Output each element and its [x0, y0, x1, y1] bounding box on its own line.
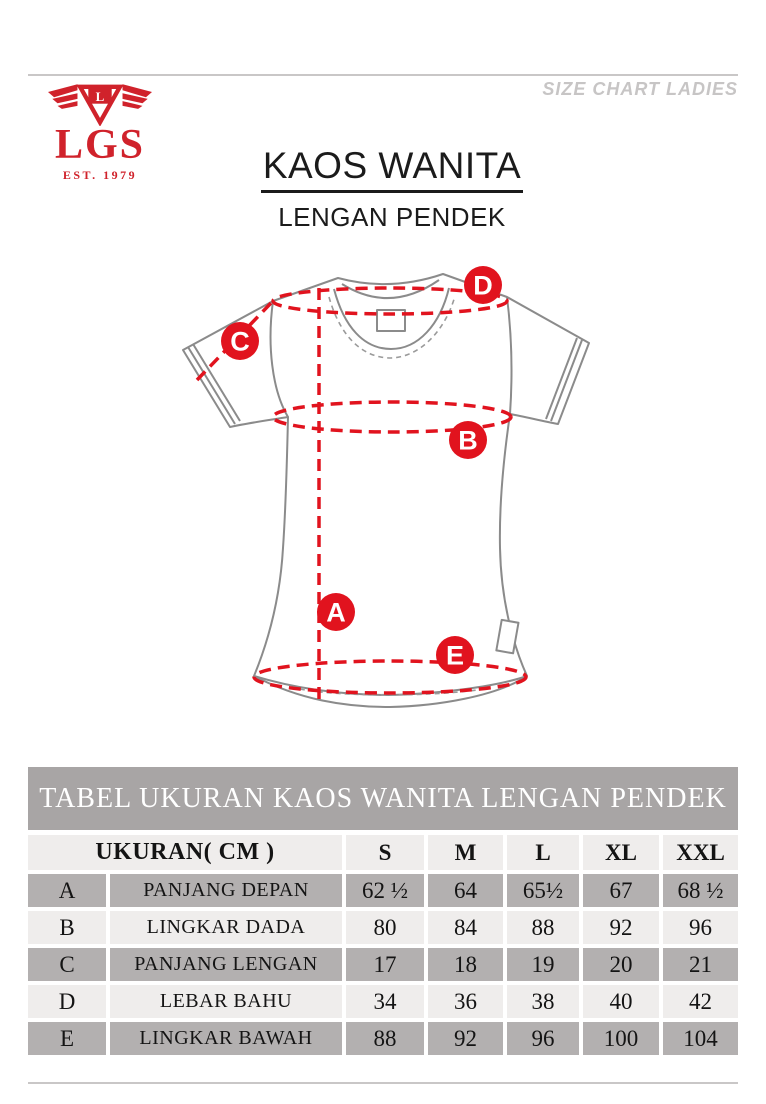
row-measurement-name: PANJANG LENGAN — [110, 948, 342, 981]
row-measurement-name: LEBAR BAHU — [110, 985, 342, 1018]
row-value: 88 — [346, 1022, 424, 1055]
row-letter: C — [28, 948, 106, 981]
page-title: KAOS WANITA — [261, 146, 523, 193]
row-letter: D — [28, 985, 106, 1018]
row-letter: E — [28, 1022, 106, 1055]
label-C — [221, 322, 259, 360]
row-value: 36 — [428, 985, 503, 1018]
row-value: 104 — [663, 1022, 738, 1055]
row-value: 92 — [583, 911, 659, 944]
row-value: 20 — [583, 948, 659, 981]
svg-text:A: A — [326, 597, 346, 628]
row-letter: A — [28, 874, 106, 907]
label-B — [449, 421, 487, 459]
row-measurement-name: LINGKAR BAWAH — [110, 1022, 342, 1055]
row-value: 19 — [507, 948, 579, 981]
unit-header: UKURAN( CM ) — [28, 835, 342, 870]
sheet-category-label: SIZE CHART LADIES — [542, 79, 738, 99]
size-table — [28, 767, 738, 1055]
svg-text:D: D — [473, 270, 493, 301]
row-value: 17 — [346, 948, 424, 981]
row-measurement-name: PANJANG DEPAN — [110, 874, 342, 907]
page-subtitle: LENGAN PENDEK — [278, 201, 506, 232]
label-A — [317, 593, 355, 631]
row-value: 64 — [428, 874, 503, 907]
row-value: 96 — [507, 1022, 579, 1055]
row-measurement-name: LINGKAR DADA — [110, 911, 342, 944]
title-block — [18, 146, 766, 233]
row-value: 42 — [663, 985, 738, 1018]
svg-text:C: C — [230, 326, 250, 357]
logo-wings-icon — [48, 84, 152, 126]
row-value: 84 — [428, 911, 503, 944]
label-E — [436, 636, 474, 674]
top-divider — [28, 74, 738, 76]
row-value: 88 — [507, 911, 579, 944]
size-header-s: S — [346, 835, 424, 870]
size-header-xxl: XXL — [663, 835, 738, 870]
size-header-m: M — [428, 835, 503, 870]
bottom-divider — [28, 1082, 738, 1084]
row-value: 21 — [663, 948, 738, 981]
row-value: 67 — [583, 874, 659, 907]
row-value: 96 — [663, 911, 738, 944]
brand-est: EST. 1979 — [62, 167, 138, 182]
row-value: 38 — [507, 985, 579, 1018]
svg-text:E: E — [445, 640, 465, 671]
row-letter: B — [28, 911, 106, 944]
row-value: 92 — [428, 1022, 503, 1055]
brand-name: LGS — [54, 122, 146, 168]
row-value: 80 — [346, 911, 424, 944]
row-value: 18 — [428, 948, 503, 981]
row-value: 40 — [583, 985, 659, 1018]
row-value: 68 ½ — [663, 874, 738, 907]
tshirt-measurement-diagram — [158, 250, 632, 720]
size-header-xl: XL — [583, 835, 659, 870]
size-table-grid — [28, 835, 738, 1055]
size-header-l: L — [507, 835, 579, 870]
svg-text:B: B — [458, 425, 478, 456]
row-value: 100 — [583, 1022, 659, 1055]
table-title: TABEL UKURAN KAOS WANITA LENGAN PENDEK — [28, 767, 738, 830]
row-value: 34 — [346, 985, 424, 1018]
logo-letter: L — [95, 89, 105, 105]
row-value: 65½ — [507, 874, 579, 907]
label-D — [464, 266, 502, 304]
row-value: 62 ½ — [346, 874, 424, 907]
